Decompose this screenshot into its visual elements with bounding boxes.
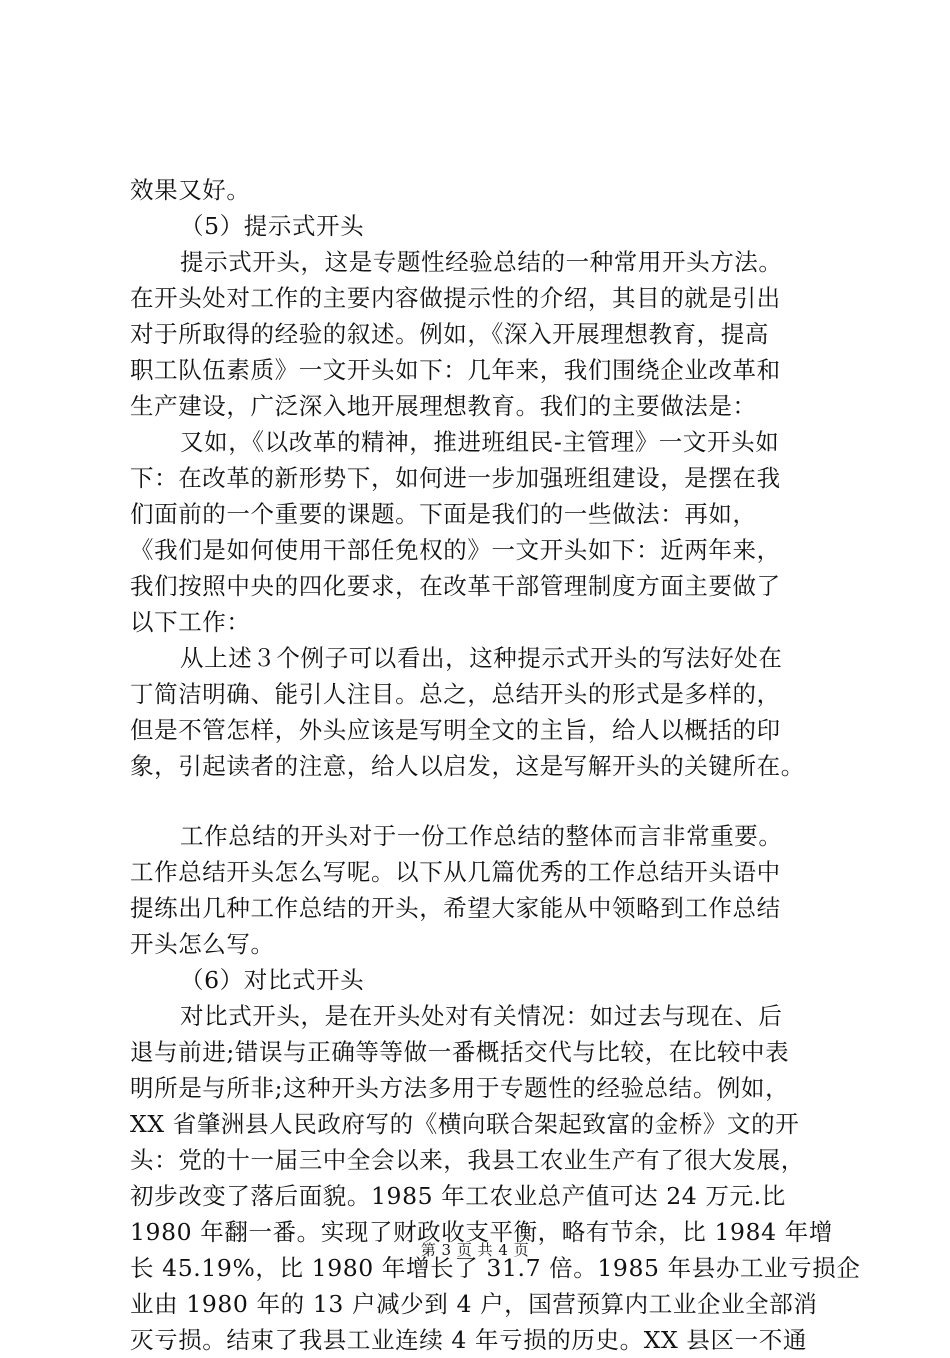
text-line: 1980 年翻一番。实现了财政收支平衡，略有节余，比 1984 年增 [130, 1218, 833, 1246]
text-line: 业由 1980 年的 13 户减少到 4 户，国营预算内工业企业全部消 [130, 1290, 818, 1318]
paragraph-gap [130, 784, 830, 818]
text-line: 象，引起读者的注意，给人以启发，这是写解开头的关键所在。 [130, 752, 805, 780]
text-line: 对比式开头，是在开头处对有关情况：如过去与现在、后 [180, 1002, 783, 1030]
text-line: 效果又好。 [130, 176, 251, 204]
text-line: 又如，《以改革的精神，推进班组民-主管理》一文开头如 [180, 428, 780, 456]
text-line: 丁简洁明确、能引人注目。总之，总结开头的形式是多样的， [130, 680, 781, 708]
page-number-footer: 第 3 页 共 4 页 [420, 1241, 530, 1259]
text-line: 生产建设，广泛深入地开展理想教育。我们的主要做法是： [130, 392, 757, 420]
text-line: 灭亏损。结束了我县工业连续 4 年亏损的历史。XX 县区一不通 [130, 1326, 807, 1354]
text-line: 们面前的一个重要的课题。下面是我们的一些做法：再如， [130, 500, 757, 528]
text-line: 退与前进;错误与正确等等做一番概括交代与比较，在比较中表 [130, 1038, 790, 1066]
text-line: 下：在改革的新形势下，如何进一步加强班组建设，是摆在我 [130, 464, 781, 492]
text-line: 长 45.19%，比 1980 年增长了 31.7 倍。1985 年县办工业亏损企 [130, 1254, 861, 1282]
text-line: 工作总结的开头对于一份工作总结的整体而言非常重要。 [180, 822, 783, 850]
text-line: 职工队伍素质》一文开头如下：几年来，我们围绕企业改革和 [130, 356, 781, 384]
text-line: 在开头处对工作的主要内容做提示性的介绍，其目的就是引出 [130, 284, 781, 312]
text-line: 《我们是如何使用干部任免权的》一文开头如下：近两年来， [130, 536, 781, 564]
text-line: 明所是与所非;这种开头方法多用于专题性的经验总结。例如， [130, 1074, 790, 1102]
text-line: 初步改变了落后面貌。1985 年工农业总产值可达 24 万元.比 [130, 1182, 786, 1210]
text-line: 对于所取得的经验的叙述。例如，《深入开展理想教育，提高 [130, 320, 769, 348]
section-heading: （6）对比式开头 [180, 966, 365, 994]
text-line: 我们按照中央的四化要求，在改革干部管理制度方面主要做了 [130, 572, 781, 600]
text-line: 从上述３个例子可以看出，这种提示式开头的写法好处在 [180, 644, 783, 672]
text-line: 以下工作： [130, 608, 251, 636]
text-line: 开头怎么写。 [130, 930, 275, 958]
text-line: 提练出几种工作总结的开头，希望大家能从中领略到工作总结 [130, 894, 781, 922]
text-line: 提示式开头，这是专题性经验总结的一种常用开头方法。 [180, 248, 783, 276]
text-line: 但是不管怎样，外头应该是写明全文的主旨，给人以概括的印 [130, 716, 781, 744]
document-body [130, 172, 861, 1358]
section-heading: （5）提示式开头 [180, 212, 365, 240]
text-line: XX 省肇洲县人民政府写的《横向联合架起致富的金桥》文的开 [130, 1110, 800, 1138]
text-line: 头：党的十一届三中全会以来，我县工农业生产有了很大发展， [130, 1146, 805, 1174]
text-line: 工作总结开头怎么写呢。以下从几篇优秀的工作总结开头语中 [130, 858, 781, 886]
